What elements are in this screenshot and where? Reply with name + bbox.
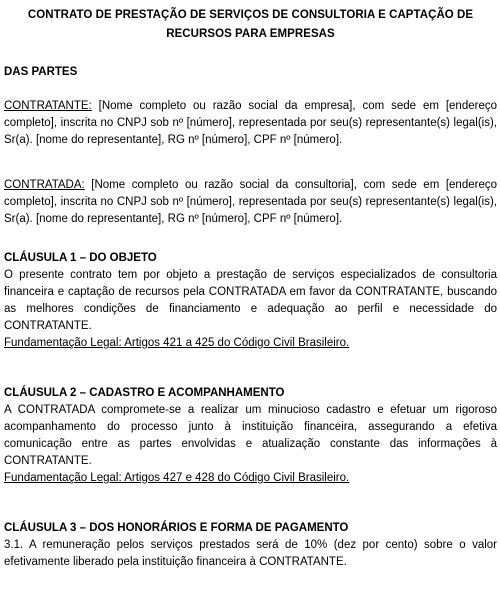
- contratante-label: CONTRATANTE:: [4, 100, 92, 112]
- document-title-line-2: RECURSOS PARA EMPRESAS: [166, 28, 335, 40]
- clause-1-text: O presente contrato tem por objeto a prestação de serviços especializados de consultoria financeira e captação de recursos pela CONTRATADA em favor da CONTRATANTE, buscando as melhores condições de financiamento e adequação ao perfil e necessidade do CONTRATANTE.: [4, 269, 497, 332]
- clause-3-text: 3.1. A remuneração pelos serviços prestados será de 10% (dez por cento) sobre o valor efetivamente liberado pela instituição financeira à CONTRATANTE.: [4, 539, 497, 568]
- parties-heading: DAS PARTES: [4, 66, 78, 78]
- contract-document: [4, 0, 497, 568]
- contratada-label: CONTRATADA:: [4, 179, 85, 191]
- parties-section: [4, 64, 497, 81]
- clause-2-legal-basis: Fundamentação Legal: Artigos 427 e 428 do Código Civil Brasileiro.: [4, 472, 350, 484]
- clause-3: [4, 520, 497, 571]
- contratante-paragraph: [4, 98, 497, 149]
- contratante-text: [Nome completo ou razão social da empresa], com sede em [endereço completo], inscrita no CNPJ sob nº [número], representada por seu(s) representante(s) legal(is), Sr(a). [nome do representante], RG nº [número], CPF nº [número].: [4, 100, 497, 146]
- clause-2-text: A CONTRATADA compromete-se a realizar um minucioso cadastro e efetuar um rigoroso acompanhamento do processo junto à instituição financeira, assegurando a efetiva comunicação entre as partes envolvidas e atualização constante das informações à CONTRATANTE.: [4, 404, 497, 467]
- document-title-line-1: CONTRATO DE PRESTAÇÃO DE SERVIÇOS DE CONSULTORIA E CAPTAÇÃO DE: [27, 9, 474, 21]
- clause-3-heading: CLÁUSULA 3 – DOS HONORÁRIOS E FORMA DE PAGAMENTO: [4, 522, 349, 534]
- clause-1-legal-basis: Fundamentação Legal: Artigos 421 a 425 do Código Civil Brasileiro.: [4, 337, 350, 349]
- clause-2: [4, 385, 497, 487]
- document-title: [4, 6, 497, 44]
- contratada-paragraph: [4, 177, 497, 228]
- clause-1: [4, 250, 497, 352]
- contratada-text: [Nome completo ou razão social da consultoria], com sede em [endereço completo], inscrita no CNPJ sob nº [número], representada por seu(s) representante(s) legal(is), Sr(a). [nome do representante], RG nº [número], CPF nº [número].: [4, 179, 497, 225]
- clause-1-heading: CLÁUSULA 1 – DO OBJETO: [4, 252, 157, 264]
- clause-2-heading: CLÁUSULA 2 – CADASTRO E ACOMPANHAMENTO: [4, 387, 285, 399]
